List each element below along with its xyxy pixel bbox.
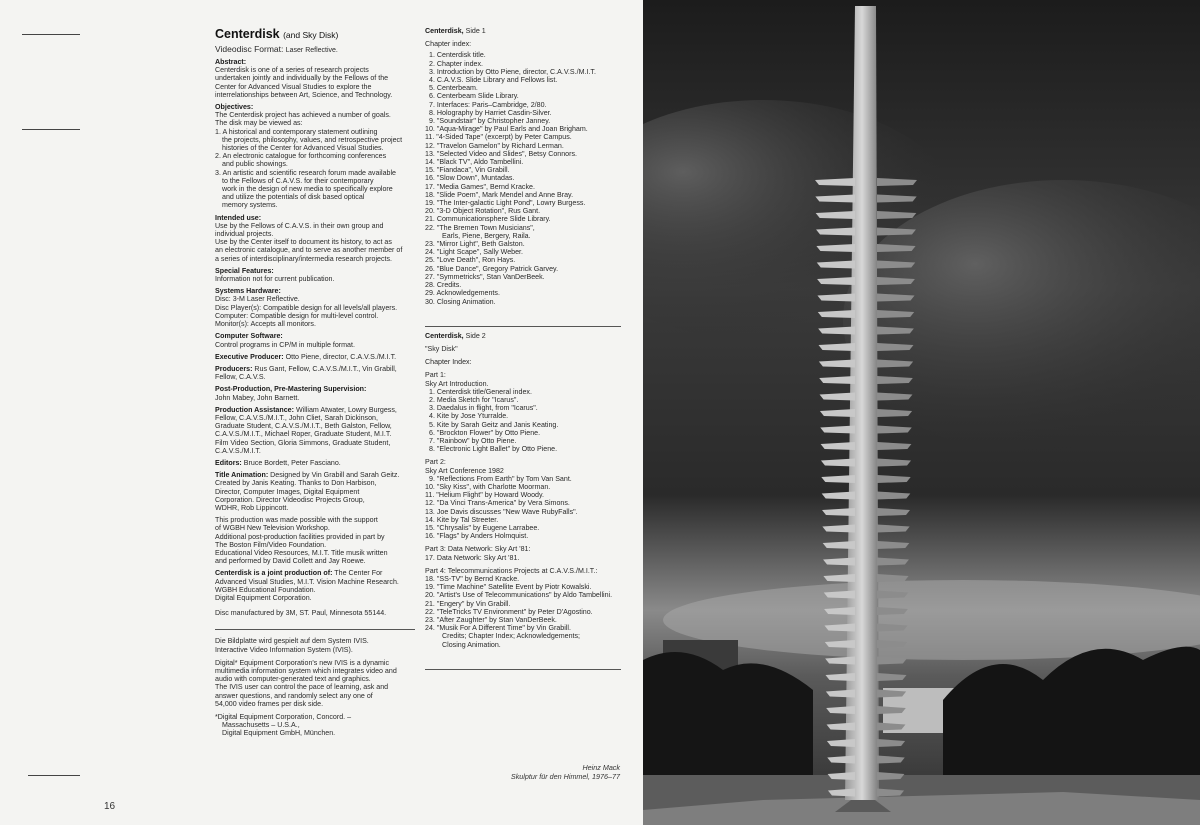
credit-label: Post-Production, Pre-Mastering Supervision:: [215, 385, 367, 394]
objective-line: to the Fellows of C.A.V.S. for their contemporary: [222, 176, 374, 185]
objective-item: [215, 169, 415, 210]
support-line: Additional post-production facilities provided in part by: [215, 532, 385, 541]
section-line: undertaken jointly and individually by the Fellows of the: [215, 74, 389, 83]
credit-label: Production Assistance:: [215, 405, 294, 414]
ivis-line: 54,000 video frames per disk side.: [215, 699, 324, 708]
section-line: The Centerdisk project has achieved a number of goals.: [215, 111, 391, 120]
section-heading: Intended use:: [215, 213, 262, 222]
chapter-item: 5. Kite by Sarah Geitz and Janis Keating.: [429, 420, 559, 429]
section-line: Center for Advanced Visual Studies to explore the: [215, 82, 372, 91]
support-note: [215, 516, 415, 565]
sculpture-photo: [643, 0, 1200, 825]
section-heading: Systems Hardware:: [215, 287, 281, 296]
credit-entry: [215, 365, 415, 381]
part-heading: Sky Art Introduction.: [425, 379, 489, 388]
ivis-line: audio with computer-generated text and graphics.: [215, 675, 371, 684]
info-section: [215, 214, 415, 263]
support-line: and performed by David Collett and Jay Roewe.: [215, 557, 366, 566]
part-heading: Part 4: Telecommunications Projects at C.A.V.S./M.I.T.:: [425, 566, 598, 575]
objective-line: 2. An electronic catalogue for forthcoming conferences: [215, 152, 387, 161]
support-line: Educational Video Resources, M.I.T. Title musik written: [215, 548, 388, 557]
chapter-part: [425, 545, 621, 561]
chapter-item: 12. "Travelon Gamelon" by Richard Lerman.: [425, 141, 564, 150]
chapter-item: 14. Kite by Tal Streeter.: [425, 515, 499, 524]
chapter-item: Credits; Chapter Index; Acknowledgements;: [442, 632, 581, 641]
credit-text: Otto Piene, director, C.A.V.S./M.I.T.: [283, 352, 397, 361]
chapter-item: 28. Credits.: [425, 281, 462, 290]
part-heading: Part 1:: [425, 371, 446, 380]
chapter-item: 6. "Brockton Flower" by Otto Piene.: [429, 428, 541, 437]
part-heading: Part 3: Data Network: Sky Art '81:: [425, 545, 531, 554]
side2-name: "Sky Disk": [425, 344, 458, 353]
chapter-item: 1. Centerdisk title/General index.: [429, 387, 532, 396]
credit-text: Rus Gant, Fellow, C.A.V.S./M.I.T., Vin Grabill,: [252, 364, 397, 373]
side1-chapter-list: [425, 51, 621, 305]
side1-heading: [425, 27, 621, 35]
chapter-item: 11. "4-Sided Tape" (excerpt) by Peter Campus.: [425, 133, 572, 142]
chapter-item: 2. Media Sketch for "Icarus".: [429, 395, 519, 404]
credit-label: Executive Producer:: [215, 352, 284, 361]
section-line: Computer: Compatible design for multi-level control.: [215, 311, 379, 320]
margin-rule: [22, 129, 80, 130]
joint-line: WGBH Educational Foundation.: [215, 585, 316, 594]
objective-line: memory systems.: [222, 201, 278, 210]
credit-label: Title Animation:: [215, 471, 269, 480]
info-section: [215, 103, 415, 210]
credit-label: Editors:: [215, 458, 242, 467]
credit-line: [215, 365, 415, 373]
ivis-line: The IVIS user can control the pace of learning, ask and: [215, 683, 389, 692]
side2-index-label: Chapter Index:: [425, 358, 472, 367]
chapter-item: 19. "The Inter-galactic Light Pond", Lowry Burgess.: [425, 199, 586, 208]
chapter-item: 9. "Soundstair" by Christopher Janney.: [429, 117, 551, 126]
chapter-item: 16. "Flags" by Anders Holmquist.: [425, 532, 529, 541]
side2-heading: [425, 332, 621, 340]
credit-entry: [215, 353, 415, 361]
chapter-item: 5. Centerbeam.: [429, 84, 478, 93]
section-line: Disc: 3-M Laser Reflective.: [215, 295, 300, 304]
credit-line: [215, 385, 415, 393]
chapter-item: 15. "Fiandaca", Vin Grabill.: [425, 166, 510, 175]
chapter-item: 27. "Symmetricks", Stan VanDerBeek.: [425, 272, 545, 281]
joint-production: [215, 569, 415, 602]
german-line: Interactive Video Information System (IVIS).: [215, 645, 353, 654]
section-line: individual projects.: [215, 230, 274, 239]
info-section: [215, 267, 415, 283]
section-line: Monitor(s): Accepts all monitors.: [215, 320, 316, 329]
credit-line: Director, Computer Images, Digital Equipment: [215, 487, 360, 496]
side2-parts: [425, 371, 621, 649]
side1-index-label: Chapter index:: [425, 40, 472, 49]
objective-line: 3. An artistic and scientific research forum made available: [215, 168, 396, 177]
section-line: Use by the Center itself to document its history, to act as: [215, 238, 392, 247]
chapter-item: 10. "Sky Kiss", with Charlotte Moorman.: [425, 482, 551, 491]
divider: [425, 669, 621, 670]
chapter-item: Closing Animation.: [442, 640, 501, 649]
credit-entry: [215, 471, 415, 512]
section-heading: Abstract:: [215, 58, 247, 66]
objective-item: [215, 128, 415, 153]
credit-line: [215, 406, 415, 414]
credit-line: [215, 353, 415, 361]
right-text-column: [425, 27, 621, 677]
info-section: [215, 332, 415, 348]
chapter-item: 18. "SS-TV" by Bernd Kracke.: [425, 574, 520, 583]
chapter-item: 16. "Slow Down", Muntadas.: [425, 174, 515, 183]
support-line: The Boston Film/Video Foundation.: [215, 540, 327, 549]
section-line: Information not for current publication.: [215, 275, 335, 284]
chapter-item: 12. "Da Vinci Trans-America" by Vera Simons.: [425, 499, 570, 508]
credit-line: C.A.V.S./M.I.T., Michael Roper, Graduate Student, M.I.T.: [215, 430, 392, 439]
margin-rule: [28, 775, 80, 776]
format-value: Laser Reflective.: [285, 47, 338, 54]
credit-line: Film Video Section, Gloria Simmons, Graduate Student,: [215, 438, 391, 447]
caption-artist: Heinz Mack: [582, 763, 620, 772]
section-line: interrelationships between Art, Science, and Technology.: [215, 90, 393, 99]
section-heading: Computer Software:: [215, 332, 283, 341]
credit-entry: [215, 406, 415, 455]
credit-line: Graduate Student, C.A.V.S./M.I.T., Beth Galston, Fellow,: [215, 422, 392, 431]
section-line: an electronic catalogue, and to serve as another member of: [215, 246, 403, 255]
chapter-item: 23. "After Zaughter" by Stan VanDerBeek.: [425, 616, 557, 624]
chapter-item: 17. Data Network: Sky Art '81.: [425, 553, 520, 562]
chapter-part: [425, 567, 621, 649]
objective-line: 1. A historical and contemporary statement outlining: [215, 127, 378, 136]
chapter-item: 26. "Blue Dance", Gregory Patrick Garvey.: [425, 264, 559, 273]
divider: [425, 326, 621, 327]
credit-line: John Mabey, John Barnett.: [215, 393, 300, 402]
credit-line: Created by Janis Keating. Thanks to Don Harbison,: [215, 479, 377, 488]
objective-line: and utilize the potentials of disk based optical: [222, 193, 365, 202]
chapter-item: 1. Centerdisk title.: [429, 51, 486, 60]
chapter-item: 19. "Time Machine" Satellite Event by Piotr Kowalski.: [425, 583, 592, 592]
objective-line: work in the design of new media to specifically explore: [222, 185, 393, 194]
credit-text: Designed by Vin Grabill and Sarah Geitz.: [268, 471, 400, 480]
chapter-item: 24. "Light Scape", Sally Weber.: [425, 248, 523, 257]
credit-line: [215, 459, 415, 467]
info-section: [215, 287, 415, 328]
credit-label: Producers:: [215, 364, 253, 373]
chapter-item: 3. Introduction by Otto Piene, director, C.A.V.S./M.I.T.: [429, 67, 596, 76]
credit-line: Fellow, C.A.V.S.: [215, 373, 266, 382]
left-text-column: [215, 27, 415, 738]
chapter-item: 8. "Electronic Light Ballet" by Otto Piene.: [429, 445, 558, 454]
manufactured-note: Disc manufactured by 3M, ST. Paul, Minnesota 55144.: [215, 609, 387, 618]
section-line: Centerdisk is one of a series of research projects: [215, 66, 369, 75]
divider: [215, 629, 415, 630]
side1-suffix: Side 1: [465, 27, 486, 35]
margin-rule: [22, 34, 80, 35]
credits-block: [215, 353, 415, 512]
part-heading: Sky Art Conference 1982: [425, 466, 504, 475]
caption-work: Skulptur für den Himmel, 1976–77: [510, 771, 620, 781]
format-label: Videodisc Format:: [215, 44, 284, 54]
footnote-line: Massachusetts – U.S.A.,: [222, 721, 300, 730]
section-heading: Objectives:: [215, 103, 254, 112]
chapter-item: 4. Kite by Jose Yturralde.: [429, 412, 509, 421]
page-number: 16: [104, 801, 116, 812]
chapter-item: 15. "Chrysalis" by Eugene Larrabee.: [425, 523, 540, 532]
chapter-item: 21. Communicationsphere Slide Library.: [425, 215, 551, 224]
chapter-item: 3. Daedalus in flight, from "Icarus".: [429, 404, 538, 413]
chapter-item: 24. "Musik For A Different Time" by Vin Grabill.: [425, 624, 571, 633]
chapter-item: 13. "Selected Video and Slides", Betsy Connors.: [425, 149, 577, 158]
chapter-item: 9. "Reflections From Earth" by Tom Van Sant.: [429, 474, 572, 483]
chapter-item: 7. Interfaces: Paris–Cambridge, 2/80.: [429, 100, 547, 109]
chapter-item: 6. Centerbeam Slide Library.: [429, 92, 519, 101]
chapter-item: 17. "Media Games", Bernd Kracke.: [425, 182, 535, 191]
sky-sculpture-photo: [643, 0, 1200, 825]
ivis-german-note: [215, 637, 415, 653]
photo-caption: [470, 764, 620, 781]
chapter-item: 13. Joe Davis discusses "New Wave RubyFalls".: [425, 507, 578, 516]
credit-entry: [215, 459, 415, 467]
ivis-line: multimedia information system which integrates video and: [215, 667, 397, 675]
chapter-item: 22. "TeleTricks TV Environment" by Peter D'Agostino.: [425, 607, 593, 616]
support-line: of WGBH New Television Workshop.: [215, 524, 330, 533]
joint-line: Advanced Visual Studies, M.I.T. Vision Machine Research.: [215, 577, 399, 586]
chapter-item: 8. Holography by Harriet Casdin-Silver.: [429, 108, 552, 117]
chapter-item: 22. "The Bremen Town Musicians",: [425, 223, 535, 232]
chapter-item: 30. Closing Animation.: [425, 297, 496, 306]
chapter-item: 10. "Aqua-Mirage" by Paul Earls and Joan Brigham.: [425, 125, 588, 134]
footnote-line: *Digital Equipment Corporation, Concord. –: [215, 713, 352, 722]
chapter-part: [425, 458, 621, 540]
support-line: This production was made possible with the support: [215, 516, 378, 525]
objective-line: the projects, philosophy, values, and retrospective project: [222, 135, 403, 144]
chapter-item: 14. "Black TV", Aldo Tambellini.: [425, 158, 524, 167]
side2-suffix: Side 2: [465, 331, 486, 340]
title-suffix: (and Sky Disk): [283, 30, 339, 40]
chapter-item: 20. "3-D Object Rotation", Rus Gant.: [425, 207, 541, 216]
credit-line: Fellow, C.A.V.S./M.I.T., John Cliet, Sarah Dickinson,: [215, 413, 378, 422]
title-text: Centerdisk: [215, 27, 280, 41]
part-heading: Part 2:: [425, 458, 446, 467]
chapter-item: 21. "Engery" by Vin Grabill.: [425, 599, 511, 608]
chapter-item: 4. C.A.V.S. Slide Library and Fellows list.: [429, 76, 558, 85]
ivis-line: answer questions, and randomly select any one of: [215, 691, 373, 700]
credit-text: Bruce Bordett, Peter Fasciano.: [241, 458, 341, 467]
chapter-item: Earls, Piene, Bergery, Raila.: [442, 231, 531, 240]
info-sections: [215, 58, 415, 349]
section-line: a series of interdisciplinary/intermedia research projects.: [215, 254, 393, 263]
credit-line: WDHR, Rob Lippincott.: [215, 503, 289, 512]
objective-item: [215, 152, 415, 168]
side1-title: Centerdisk,: [425, 27, 464, 35]
info-section: [215, 58, 415, 99]
section-line: Disc Player(s): Compatible design for all levels/all players.: [215, 303, 398, 312]
credit-line: C.A.V.S./M.I.T.: [215, 446, 261, 455]
chapter-item: 11. "Helium Flight" by Howard Woody.: [425, 491, 544, 500]
footnote: [215, 713, 415, 738]
joint-line: Digital Equipment Corporation.: [215, 593, 312, 602]
page-title: [215, 27, 415, 42]
german-line: Die Bildplatte wird gespielt auf dem System IVIS.: [215, 637, 369, 646]
chapter-item: 7. "Rainbow" by Otto Piene.: [429, 436, 517, 445]
chapter-part: [425, 371, 621, 453]
joint-line: The Center For: [334, 569, 383, 578]
chapter-item: 2. Chapter index.: [429, 59, 484, 68]
objective-line: histories of the Center for Advanced Visual Studies.: [222, 144, 384, 153]
credit-entry: [215, 385, 415, 401]
joint-label: Centerdisk is a joint production of:: [215, 569, 333, 578]
ivis-line: Digital* Equipment Corporation's new IVIS is a dynamic: [215, 658, 390, 667]
side2-title: Centerdisk,: [425, 331, 464, 340]
footnote-line: Digital Equipment GmbH, München.: [222, 729, 336, 738]
chapter-item: 29. Acknowledgements.: [425, 289, 500, 298]
credit-text: William Atwater, Lowry Burgess,: [293, 405, 397, 414]
ivis-description: [215, 659, 415, 708]
section-line: Control programs in CP/M in multiple format.: [215, 340, 355, 349]
chapter-item: 20. "Artist's Use of Telecommunications" by Aldo Tambellini.: [425, 591, 613, 600]
credit-line: [215, 471, 415, 479]
chapter-item: 18. "Slide Poem", Mark Mendel and Anne Bray.: [425, 190, 574, 199]
chapter-item: 25. "Love Death", Ron Hays.: [425, 256, 516, 265]
section-line: Use by the Fellows of C.A.V.S. in their own group and: [215, 221, 384, 230]
chapter-item: 23. "Mirror Light", Beth Galston.: [425, 240, 525, 249]
credit-line: Corporation. Director Videodisc Projects Group,: [215, 495, 365, 504]
objective-line: and public showings.: [222, 160, 288, 169]
section-line: The disk may be viewed as:: [215, 119, 303, 128]
videodisc-format: [215, 44, 415, 56]
section-heading: Special Features:: [215, 266, 274, 275]
